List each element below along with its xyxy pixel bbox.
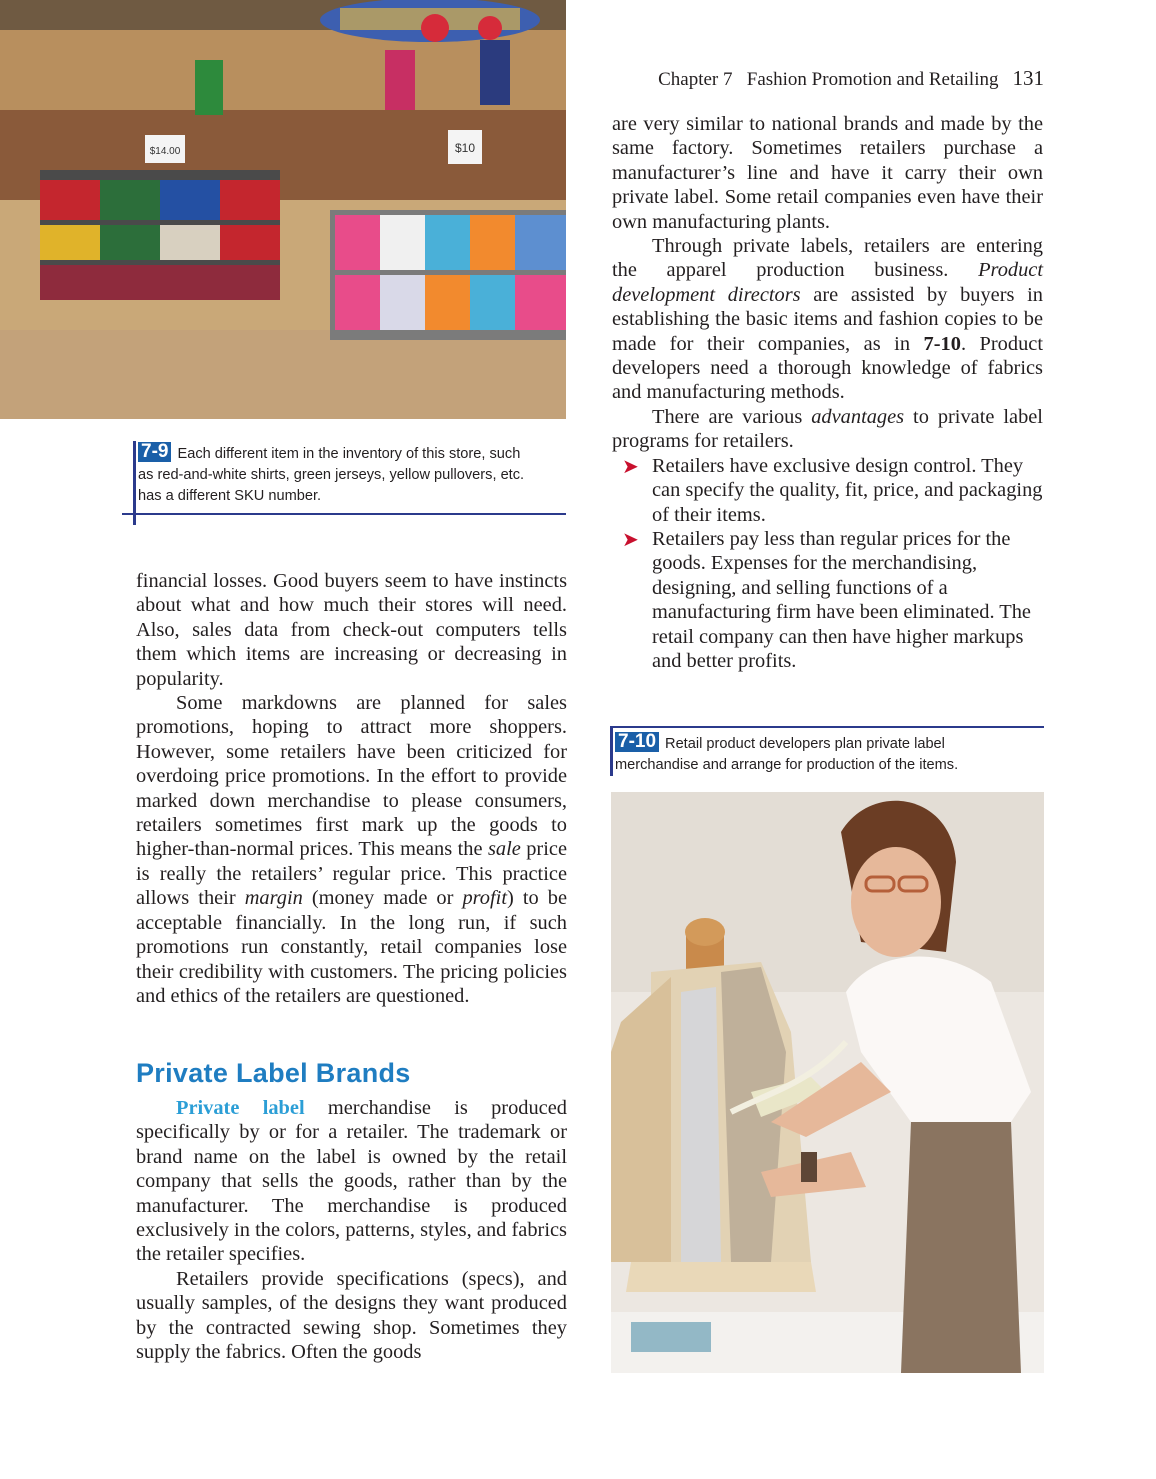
paragraph: Retailers provide specifications (specs), and usually samples, of the designs they want produced by the contracted sewing shop. Sometimes they supply the fabrics. Often the goods <box>136 1267 567 1364</box>
paragraph: are very similar to national brands and made by the same factory. Sometimes retailers purchase a manufacturer’s line and have it carry their own private label. Some retail companies even have their own manufacturing plants. <box>612 113 1043 233</box>
paragraph: Through private labels, retailers are entering the apparel production business. Product development directors are assisted by buyers in establishing the basic items and fashion copies to be made for their companies, as in 7-10. Product developers need a thorough knowledge of fabrics and manufacturing methods. <box>612 235 1043 404</box>
paragraph: financial losses. Good buyers seem to have instincts about what and how much their stores will need. Also, sales data from check-out computers tells them which items are increasing or decreasing in popularity. <box>136 570 567 690</box>
key-term: Private label <box>176 1097 305 1119</box>
fig-7-9-caption-line-1: Each different item in the inventory of this store, such <box>177 446 521 462</box>
arrow-bullet-icon: ➤ <box>622 528 639 551</box>
chapter-title: Fashion Promotion and Retailing <box>746 69 999 90</box>
store-photo <box>0 0 566 419</box>
fig-7-9-caption <box>138 442 566 507</box>
list-item: ➤ Retailers pay less than regular prices for the goods. Expenses for the merchandising, designing, and selling functions of a manufacturing firm have been eliminated. The retail company can then have higher markups and better profits. <box>622 527 1031 672</box>
list-item: ➤ Retailers have exclusive design control. They can specify the quality, fit, price, and packaging of their items. <box>622 454 1043 526</box>
paragraph: There are various advantages to private label programs for retailers. <box>612 405 1043 453</box>
arrow-bullet-icon: ➤ <box>622 455 639 478</box>
fig-7-9-number: 7-9 <box>138 442 171 462</box>
running-header <box>560 66 1044 91</box>
caption-left-rule <box>610 726 613 776</box>
fig-7-10-caption-line-1: Retail product developers plan private label <box>665 736 945 752</box>
caption-top-rule <box>610 726 1044 728</box>
right-column <box>612 112 1043 673</box>
fig-7-10-number: 7-10 <box>615 732 659 752</box>
paragraph: Some markdowns are planned for sales promotions, hoping to attract more shoppers. However, some retailers have been criticized for overdoing price promotions. In the effort to provide marked down merchandise to please consumers, retailers sometimes first mark up the goods to higher-than-normal prices. This means the sale price is really the retailers’ regular price. This practice allows their margin (money made or profit) to be acceptable financially. In the long run, if such promotions run constantly, retail companies lose their credibility with customers. The pricing policies and ethics of the retailers are questioned. <box>136 692 567 1007</box>
fig-7-9-caption-line-2: as red-and-white shirts, green jerseys, yellow pullovers, etc. <box>138 467 525 483</box>
left-column-lower <box>136 1096 567 1364</box>
left-column <box>136 569 567 1008</box>
advantages-list <box>612 454 1043 674</box>
page-number: 131 <box>1012 66 1044 90</box>
section-title: Private Label Brands <box>136 1058 411 1088</box>
chapter-label: Chapter 7 <box>658 69 733 90</box>
fig-7-10-caption <box>615 732 1045 776</box>
caption-bottom-rule <box>122 513 566 515</box>
fig-7-9-caption-line-3: has a different SKU number. <box>138 488 322 504</box>
store-sign-right: $10 <box>454 141 476 155</box>
paragraph: Private label merchandise is produced specifically by or for a retailer. The trademark or brand name on the label is owned by the retail company that sells the goods, rather than by the manufacturer. The merchandise is produced exclusively in the colors, patterns, styles, and fabrics the retailer specifies. <box>136 1097 567 1266</box>
product-developer-photo <box>611 792 1044 1373</box>
fig-7-10-caption-line-2: merchandise and arrange for production of the items. <box>615 757 959 773</box>
store-sign-left: $14.00 <box>149 146 181 157</box>
